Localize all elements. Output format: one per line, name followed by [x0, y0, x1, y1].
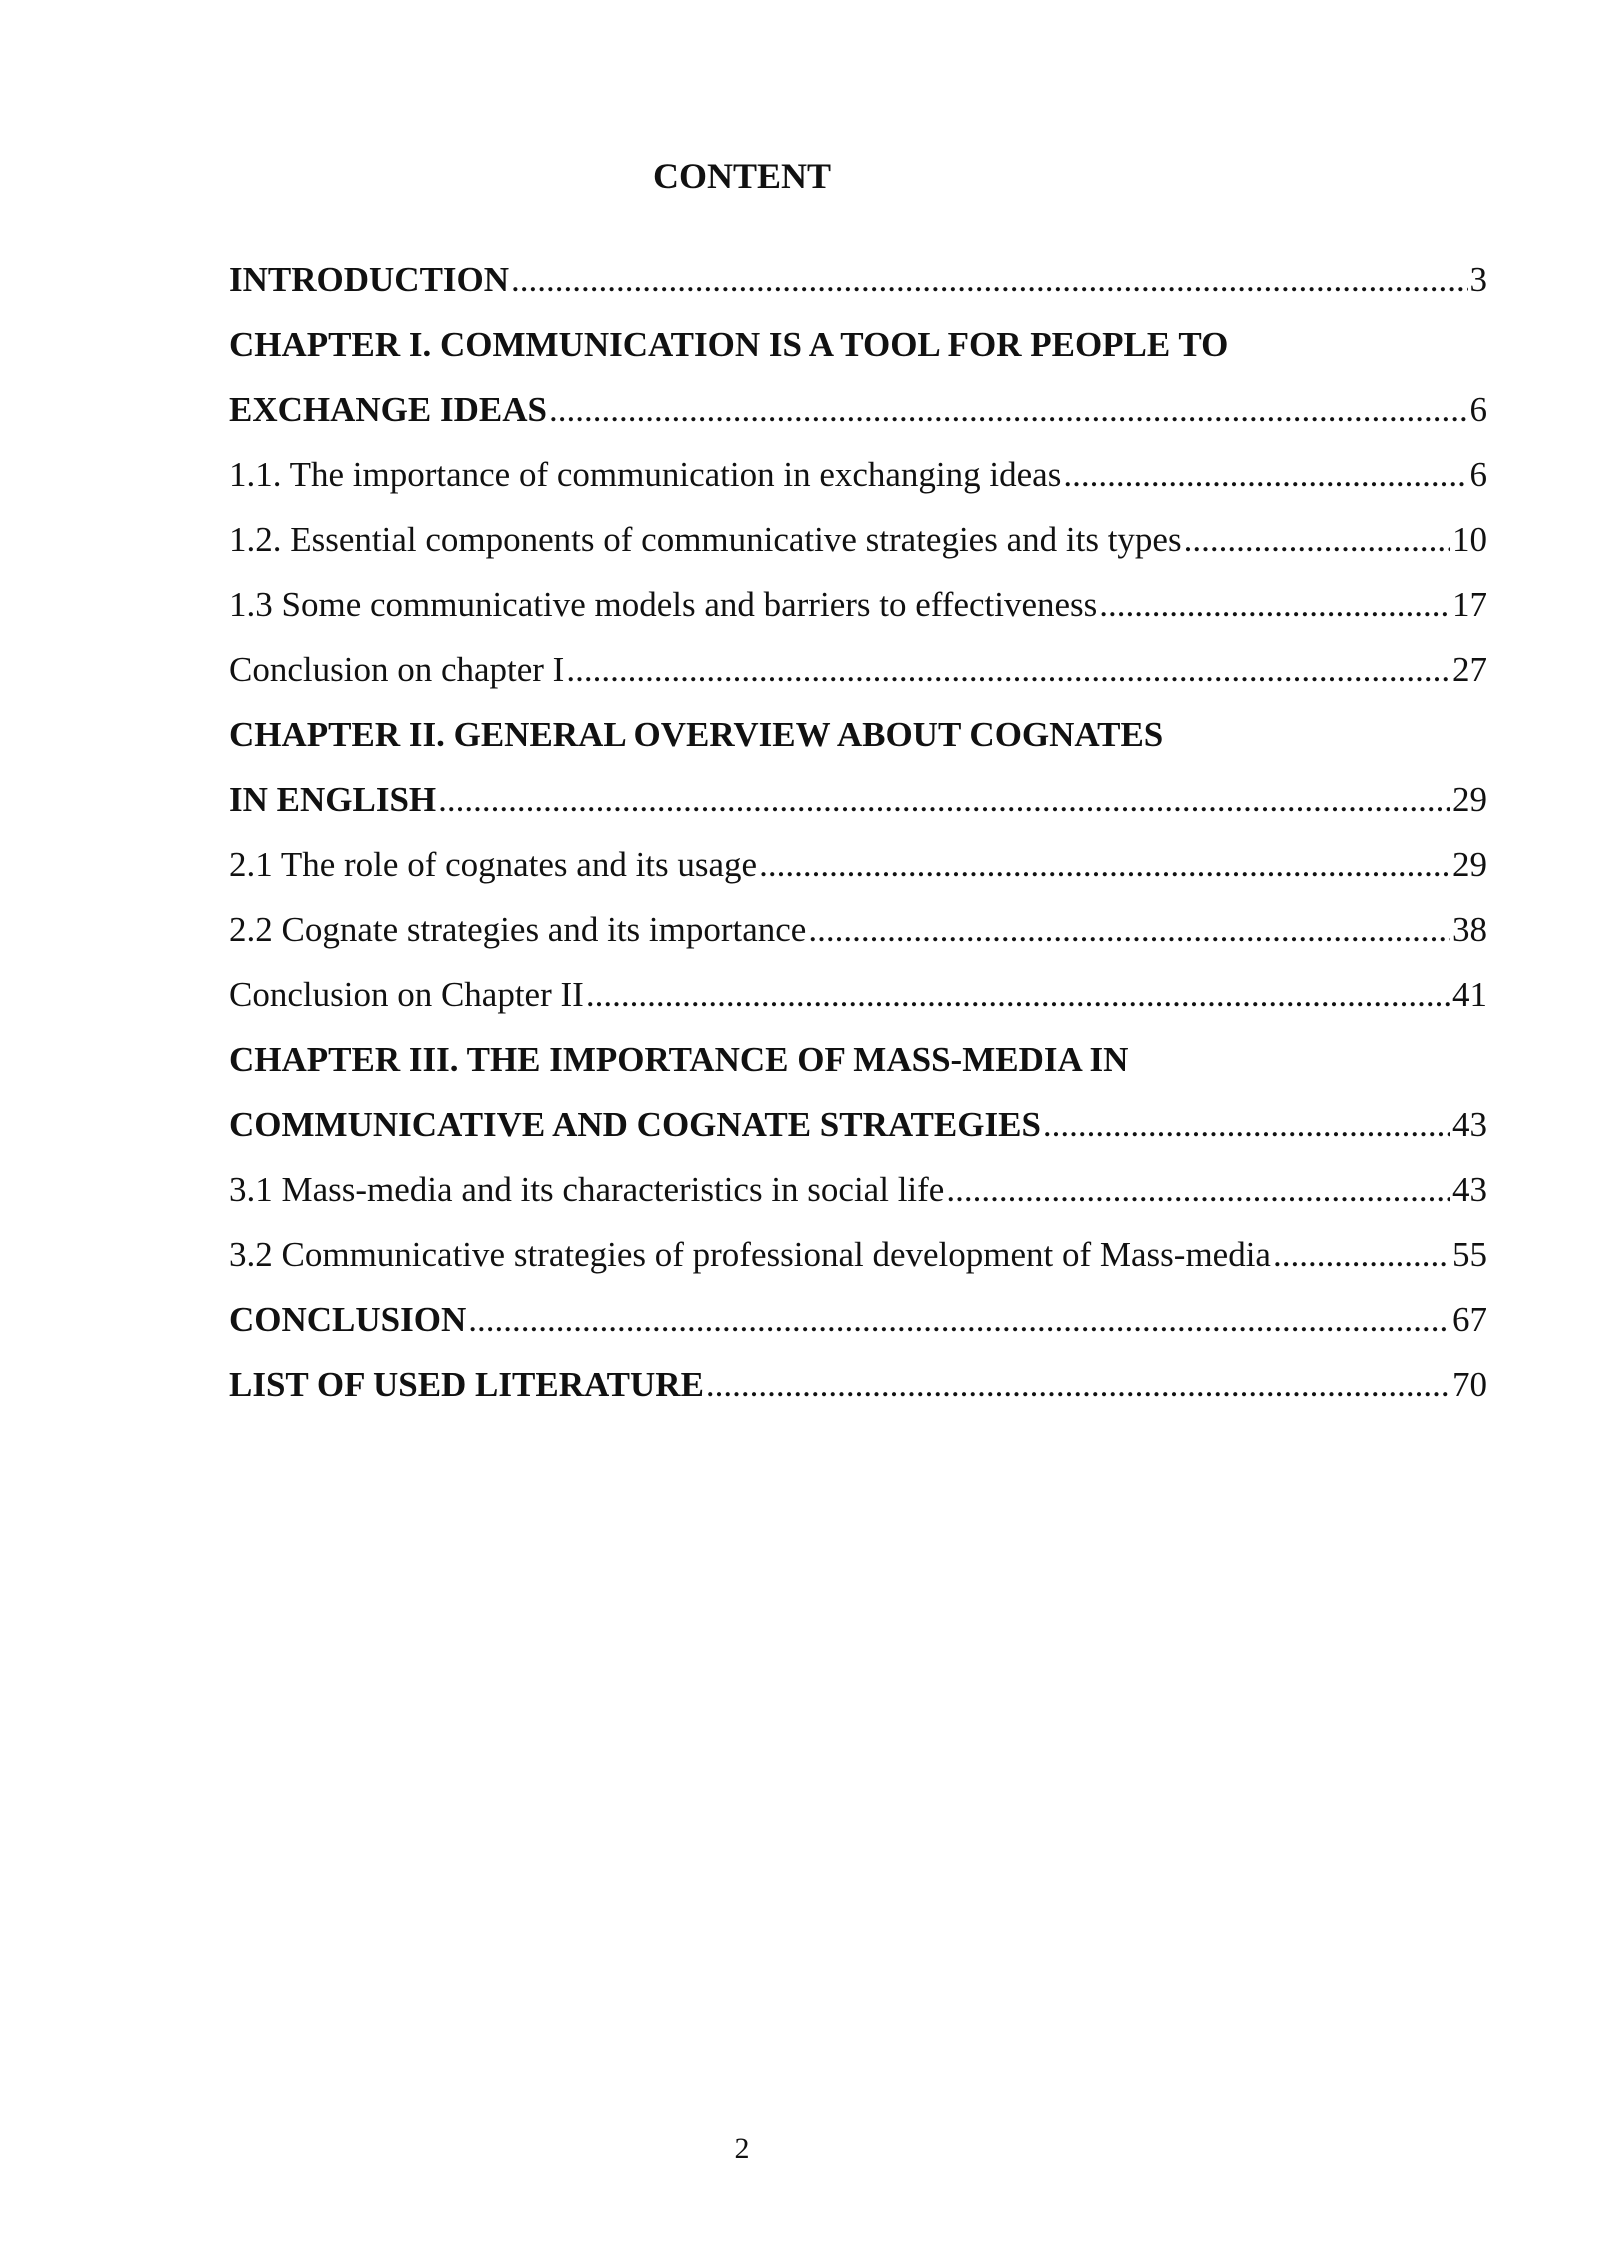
toc-leader-dots: [1063, 455, 1467, 495]
toc-entry-label: Conclusion on Chapter II: [229, 974, 584, 1014]
toc-leader-dots: [808, 910, 1450, 950]
toc-entry-page: 29: [1452, 844, 1487, 884]
toc-entry-label: IN ENGLISH: [229, 779, 437, 819]
toc-entry-page: 27: [1452, 649, 1487, 689]
toc-leader-dots: [946, 1170, 1450, 1210]
toc-entry: [229, 572, 1487, 637]
toc-leader-dots: [759, 845, 1450, 885]
toc-entry-page: 29: [1452, 779, 1487, 819]
toc-entry: [229, 1157, 1487, 1222]
toc-leader-dots: [1273, 1235, 1450, 1275]
toc-entry-page: 43: [1452, 1104, 1487, 1144]
toc-entry-page: 10: [1452, 519, 1487, 559]
toc-entry-page: 6: [1469, 389, 1487, 429]
toc-entry-label: LIST OF USED LITERATURE: [229, 1364, 704, 1404]
toc-entry-page: 67: [1452, 1299, 1487, 1339]
toc-entry-label: 2.2 Cognate strategies and its importance: [229, 909, 807, 949]
toc-entry-label: 1.3 Some communicative models and barriers to effectiveness: [229, 584, 1098, 624]
table-of-contents: [229, 247, 1487, 1417]
toc-entry: [229, 247, 1487, 312]
toc-entry: [229, 637, 1487, 702]
toc-entry-label: CHAPTER I. COMMUNICATION IS A TOOL FOR PEOPLE TO: [229, 324, 1229, 364]
toc-leader-dots: [1184, 520, 1450, 560]
toc-entry-label: 1.1. The importance of communication in exchanging ideas: [229, 454, 1062, 494]
toc-entry-label: 2.1 The role of cognates and its usage: [229, 844, 758, 884]
page-title: CONTENT: [652, 156, 832, 196]
toc-leader-dots: [438, 780, 1450, 820]
toc-entry-page: 55: [1452, 1234, 1487, 1274]
toc-entry: [229, 1092, 1487, 1157]
toc-entry-page: 3: [1469, 259, 1487, 299]
toc-entry: [229, 702, 1487, 767]
toc-entry-page: 43: [1452, 1169, 1487, 1209]
toc-entry: [229, 442, 1487, 507]
toc-entry-page: 41: [1452, 974, 1487, 1014]
toc-entry-label: COMMUNICATIVE AND COGNATE STRATEGIES: [229, 1104, 1041, 1144]
toc-entry: [229, 507, 1487, 572]
toc-leader-dots: [706, 1365, 1450, 1405]
toc-leader-dots: [468, 1300, 1450, 1340]
toc-entry: [229, 1027, 1487, 1092]
toc-entry-label: 3.1 Mass-media and its characteristics in social life: [229, 1169, 945, 1209]
toc-leader-dots: [511, 260, 1467, 300]
toc-leader-dots: [549, 390, 1468, 430]
toc-entry-label: Conclusion on chapter I: [229, 649, 565, 689]
toc-entry: [229, 767, 1487, 832]
toc-entry: [229, 377, 1487, 442]
toc-entry-label: INTRODUCTION: [229, 259, 510, 299]
toc-entry-page: 70: [1452, 1364, 1487, 1404]
toc-entry: [229, 1352, 1487, 1417]
toc-entry: [229, 1287, 1487, 1352]
page-number: 2: [734, 2132, 750, 2165]
toc-leader-dots: [1043, 1105, 1450, 1145]
toc-entry-label: CONCLUSION: [229, 1299, 467, 1339]
toc-entry-label: EXCHANGE IDEAS: [229, 389, 547, 429]
toc-entry: [229, 1222, 1487, 1287]
toc-leader-dots: [586, 975, 1450, 1015]
toc-entry-label: CHAPTER III. THE IMPORTANCE OF MASS-MEDIA IN: [229, 1039, 1129, 1079]
toc-leader-dots: [566, 650, 1450, 690]
toc-entry-label: 1.2. Essential components of communicative strategies and its types: [229, 519, 1182, 559]
toc-entry: [229, 312, 1487, 377]
toc-entry: [229, 832, 1487, 897]
toc-entry-page: 17: [1452, 584, 1487, 624]
toc-entry-page: 38: [1452, 909, 1487, 949]
toc-entry: [229, 897, 1487, 962]
toc-entry-page: 6: [1469, 454, 1487, 494]
toc-entry-label: CHAPTER II. GENERAL OVERVIEW ABOUT COGNATES: [229, 714, 1164, 754]
toc-entry-label: 3.2 Communicative strategies of professional development of Mass-media: [229, 1234, 1271, 1274]
toc-entry: [229, 962, 1487, 1027]
toc-leader-dots: [1099, 585, 1450, 625]
